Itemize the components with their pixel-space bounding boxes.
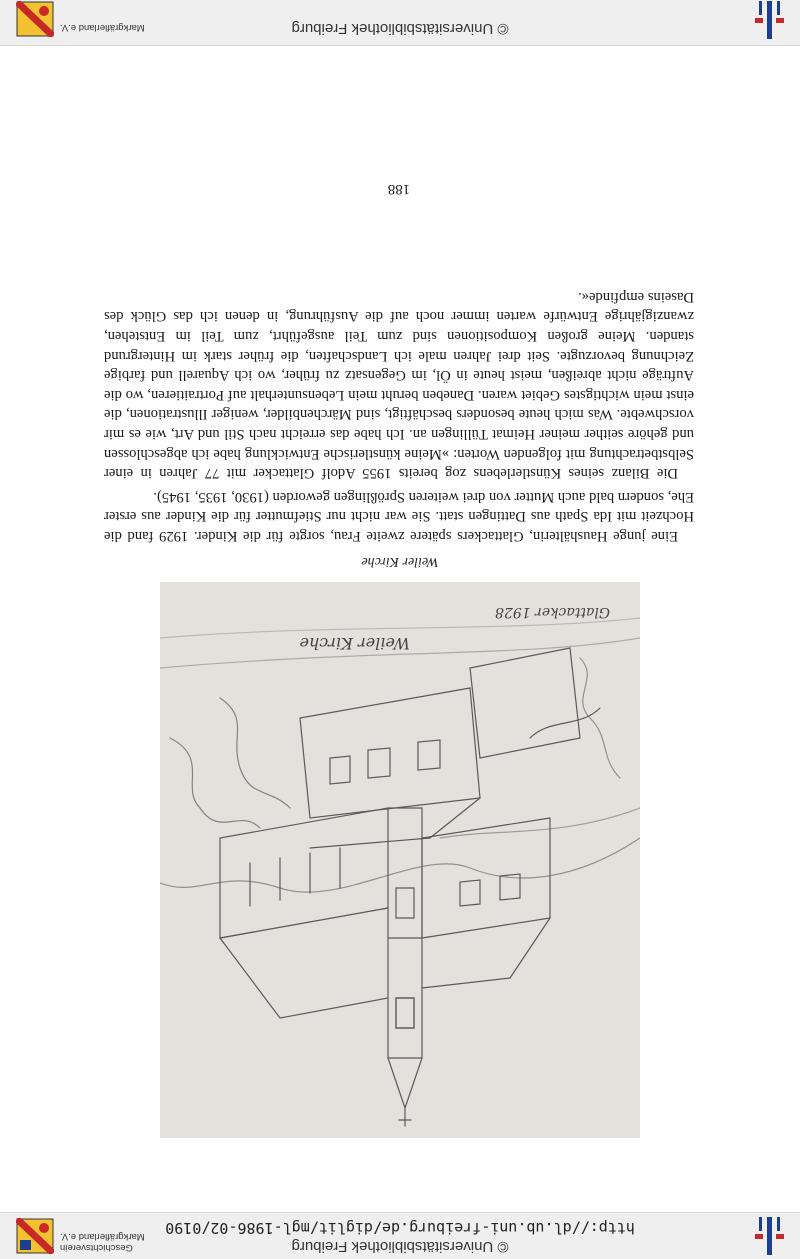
- coat-of-arms-icon[interactable]: [16, 1218, 54, 1254]
- bottom-bar: [0, 0, 800, 46]
- sketch-inscription: Weiler Kirche: [299, 634, 410, 653]
- figure-caption: Weiler Kirche: [361, 554, 439, 569]
- top-bar: [0, 1212, 800, 1259]
- society-name: Markgräflerland e.V.: [60, 22, 145, 33]
- body-text: [104, 286, 694, 545]
- sketch-figure: [160, 582, 640, 1138]
- credit-line: © Universitätsbibliothek Freiburg: [291, 1238, 509, 1255]
- paragraph: Die Bilanz seines Künstlerlebens zog bereits 1955 Adolf Glattacker mit 77 Jahren in einer Selbstbetrachtung mit folgenden Worten: »Meine künstlerische Entwicklung habe ich abgeschlossen und gehöre seither meiner Heimat Tüllingen an. Ich habe das erreicht nach Stil und Art, wie es mir vorschwebte. Was mich heute besonders beschäftigt, sind Märchenbilder, weniger Illustrationen, die einst mein wichtigstes Gebiet waren. Daneben beruht mein Lebensunterhalt auf Portraitieren, wo die Aufträge nicht abreißen, meist heute in Öl, im Gegensatz zu früher, wo ich Aquarell und farbige Zeichnung bevorzugte. Seit drei Jahren male ich Landschaften, die früher stark im Hintergrund standen. Meine großen Kompositionen sind zum Teil ausgeführt, zum Teil im Entstehen, zwanzigjährige Entwürfe warten immer noch auf die Ausführung, in denen ich das Glück des Daseins empfinde«.: [104, 288, 694, 482]
- society-name: Geschichtsverein Markgräflerland e.V.: [60, 1231, 145, 1253]
- sketch-signature: Glattacker 1928: [495, 604, 610, 620]
- credit-line: © Universitätsbibliothek Freiburg: [291, 20, 509, 37]
- paragraph: Eine junge Haushälterin, Glattackers spätere zweite Frau, sorgte für die Kinder. 1929 fand die Hochzeit mit Ida Spath aus Dattingen statt. Sie war nicht nur Stiefmutter für die Kinder aus erster Ehe, sondern bald auch Mutter von drei weiteren Sprößlingen geworden (1930, 1935, 1945).: [104, 488, 694, 544]
- page-number: 188: [387, 181, 411, 197]
- permalink[interactable]: http://dl.ub.uni-freiburg.de/diglit/mgl-1986-02/0190: [165, 1219, 635, 1237]
- pencil-sketch-church: [160, 582, 640, 1138]
- coat-of-arms-icon[interactable]: [16, 1, 54, 37]
